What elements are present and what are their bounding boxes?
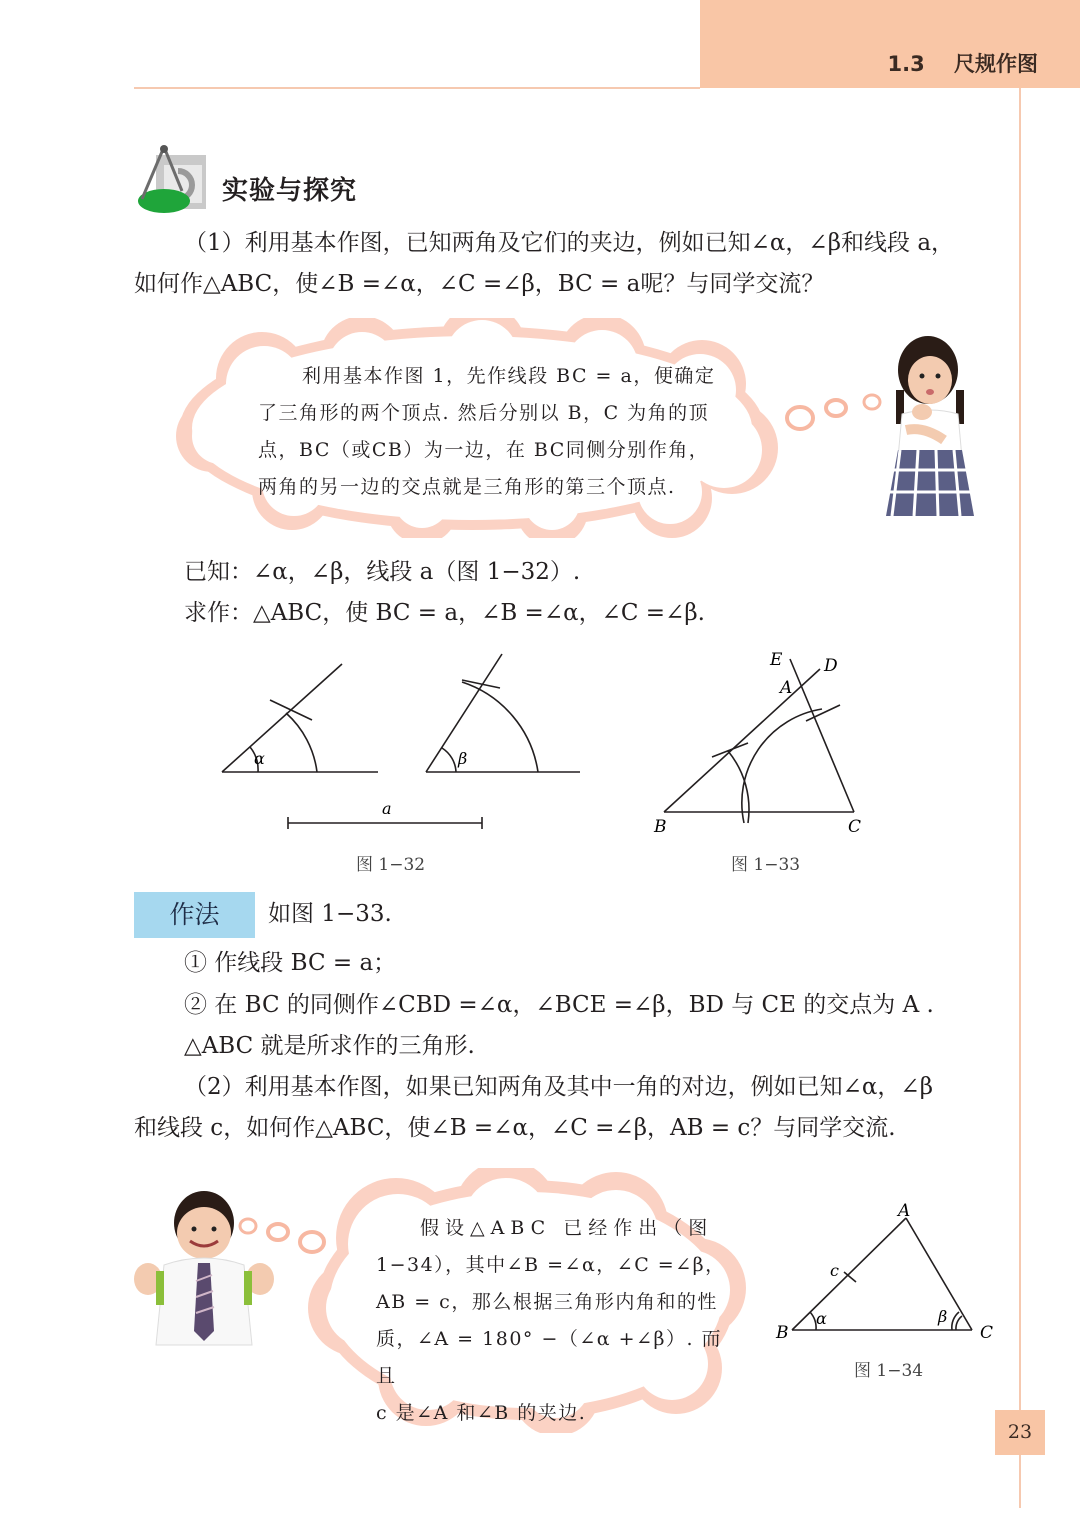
header-rule bbox=[134, 87, 700, 89]
method-intro: 如图 1−33. bbox=[268, 901, 392, 927]
bubble2-line5: c 是∠A 和∠B 的夹边. bbox=[376, 1402, 587, 1424]
bubble1-line3: 点，BC（或CB）为一边，在 BC同侧分别作角， bbox=[258, 439, 710, 461]
figure-1-34 bbox=[770, 1198, 1000, 1348]
point-C: C bbox=[848, 817, 862, 837]
tri-point-C: C bbox=[980, 1323, 994, 1343]
section-heading: 实验与探究 bbox=[222, 176, 358, 206]
method-result: △ABC 就是所求作的三角形. bbox=[184, 1033, 475, 1059]
girl-illustration bbox=[880, 330, 980, 518]
bubble2-line4: 质，∠A = 180° −（∠α +∠β）. 而且 bbox=[376, 1328, 723, 1387]
q2-line2: 和线段 c，如何作△ABC，使∠B =∠α，∠C =∠β，AB = c？与同学交流. bbox=[134, 1115, 896, 1141]
point-E: E bbox=[770, 650, 783, 670]
bubble2-line1: 假设△ABC 已经作出（图 bbox=[420, 1217, 714, 1239]
tri-point-A: A bbox=[898, 1201, 911, 1221]
fig132-caption: 图 1−32 bbox=[356, 855, 426, 875]
bubble2-line2: 1−34），其中∠B =∠α，∠C =∠β， bbox=[376, 1254, 726, 1276]
figure-1-32 bbox=[210, 640, 600, 840]
method-step2: ② 在 BC 的同侧作∠CBD =∠α，∠BCE =∠β，BD 与 CE 的交点为 A . bbox=[184, 992, 934, 1018]
point-B: B bbox=[654, 817, 667, 837]
beta-label: β bbox=[458, 749, 468, 768]
segment-a-label: a bbox=[382, 799, 392, 818]
margin-rule bbox=[1019, 88, 1021, 1508]
alpha-label: α bbox=[254, 749, 265, 768]
page-number: 23 bbox=[995, 1410, 1045, 1455]
point-A: A bbox=[780, 678, 793, 698]
method-step1: ① 作线段 BC = a； bbox=[184, 950, 397, 976]
compass-icon bbox=[134, 143, 214, 215]
q1-line1: （1）利用基本作图，已知两角及它们的夹边，例如已知∠α，∠β和线段 a， bbox=[184, 230, 955, 256]
fig133-caption: 图 1−33 bbox=[731, 855, 801, 875]
method-label: 作法 bbox=[134, 892, 255, 938]
bubble2-line3: AB = c，那么根据三角形内角和的性 bbox=[376, 1291, 718, 1313]
side-c-label: c bbox=[830, 1261, 839, 1280]
point-D: D bbox=[824, 656, 838, 676]
bubble1-line4: 两角的另一边的交点就是三角形的第三个顶点. bbox=[258, 476, 676, 498]
q1-line2: 如何作△ABC，使∠B =∠α，∠C =∠β，BC = a呢？与同学交流？ bbox=[134, 271, 825, 297]
find-text: 求作：△ABC，使 BC = a，∠B =∠α，∠C =∠β. bbox=[184, 600, 705, 626]
tri-alpha-label: α bbox=[816, 1309, 827, 1328]
given-text: 已知：∠α，∠β，线段 a（图 1−32）. bbox=[184, 559, 581, 585]
bubble1-line1: 利用基本作图 1，先作线段 BC = a，便确定 bbox=[302, 365, 716, 387]
tri-beta-label: β bbox=[938, 1307, 948, 1326]
bubble1-line2: 了三角形的两个顶点. 然后分别以 B，C 为角的顶 bbox=[258, 402, 710, 424]
section-title: 1.3 尺规作图 bbox=[887, 52, 1038, 76]
fig134-caption: 图 1−34 bbox=[854, 1361, 924, 1381]
tri-point-B: B bbox=[776, 1323, 789, 1343]
figure-1-33 bbox=[640, 645, 880, 845]
q2-line1: （2）利用基本作图，如果已知两角及其中一角的对边，例如已知∠α，∠β bbox=[184, 1074, 934, 1100]
